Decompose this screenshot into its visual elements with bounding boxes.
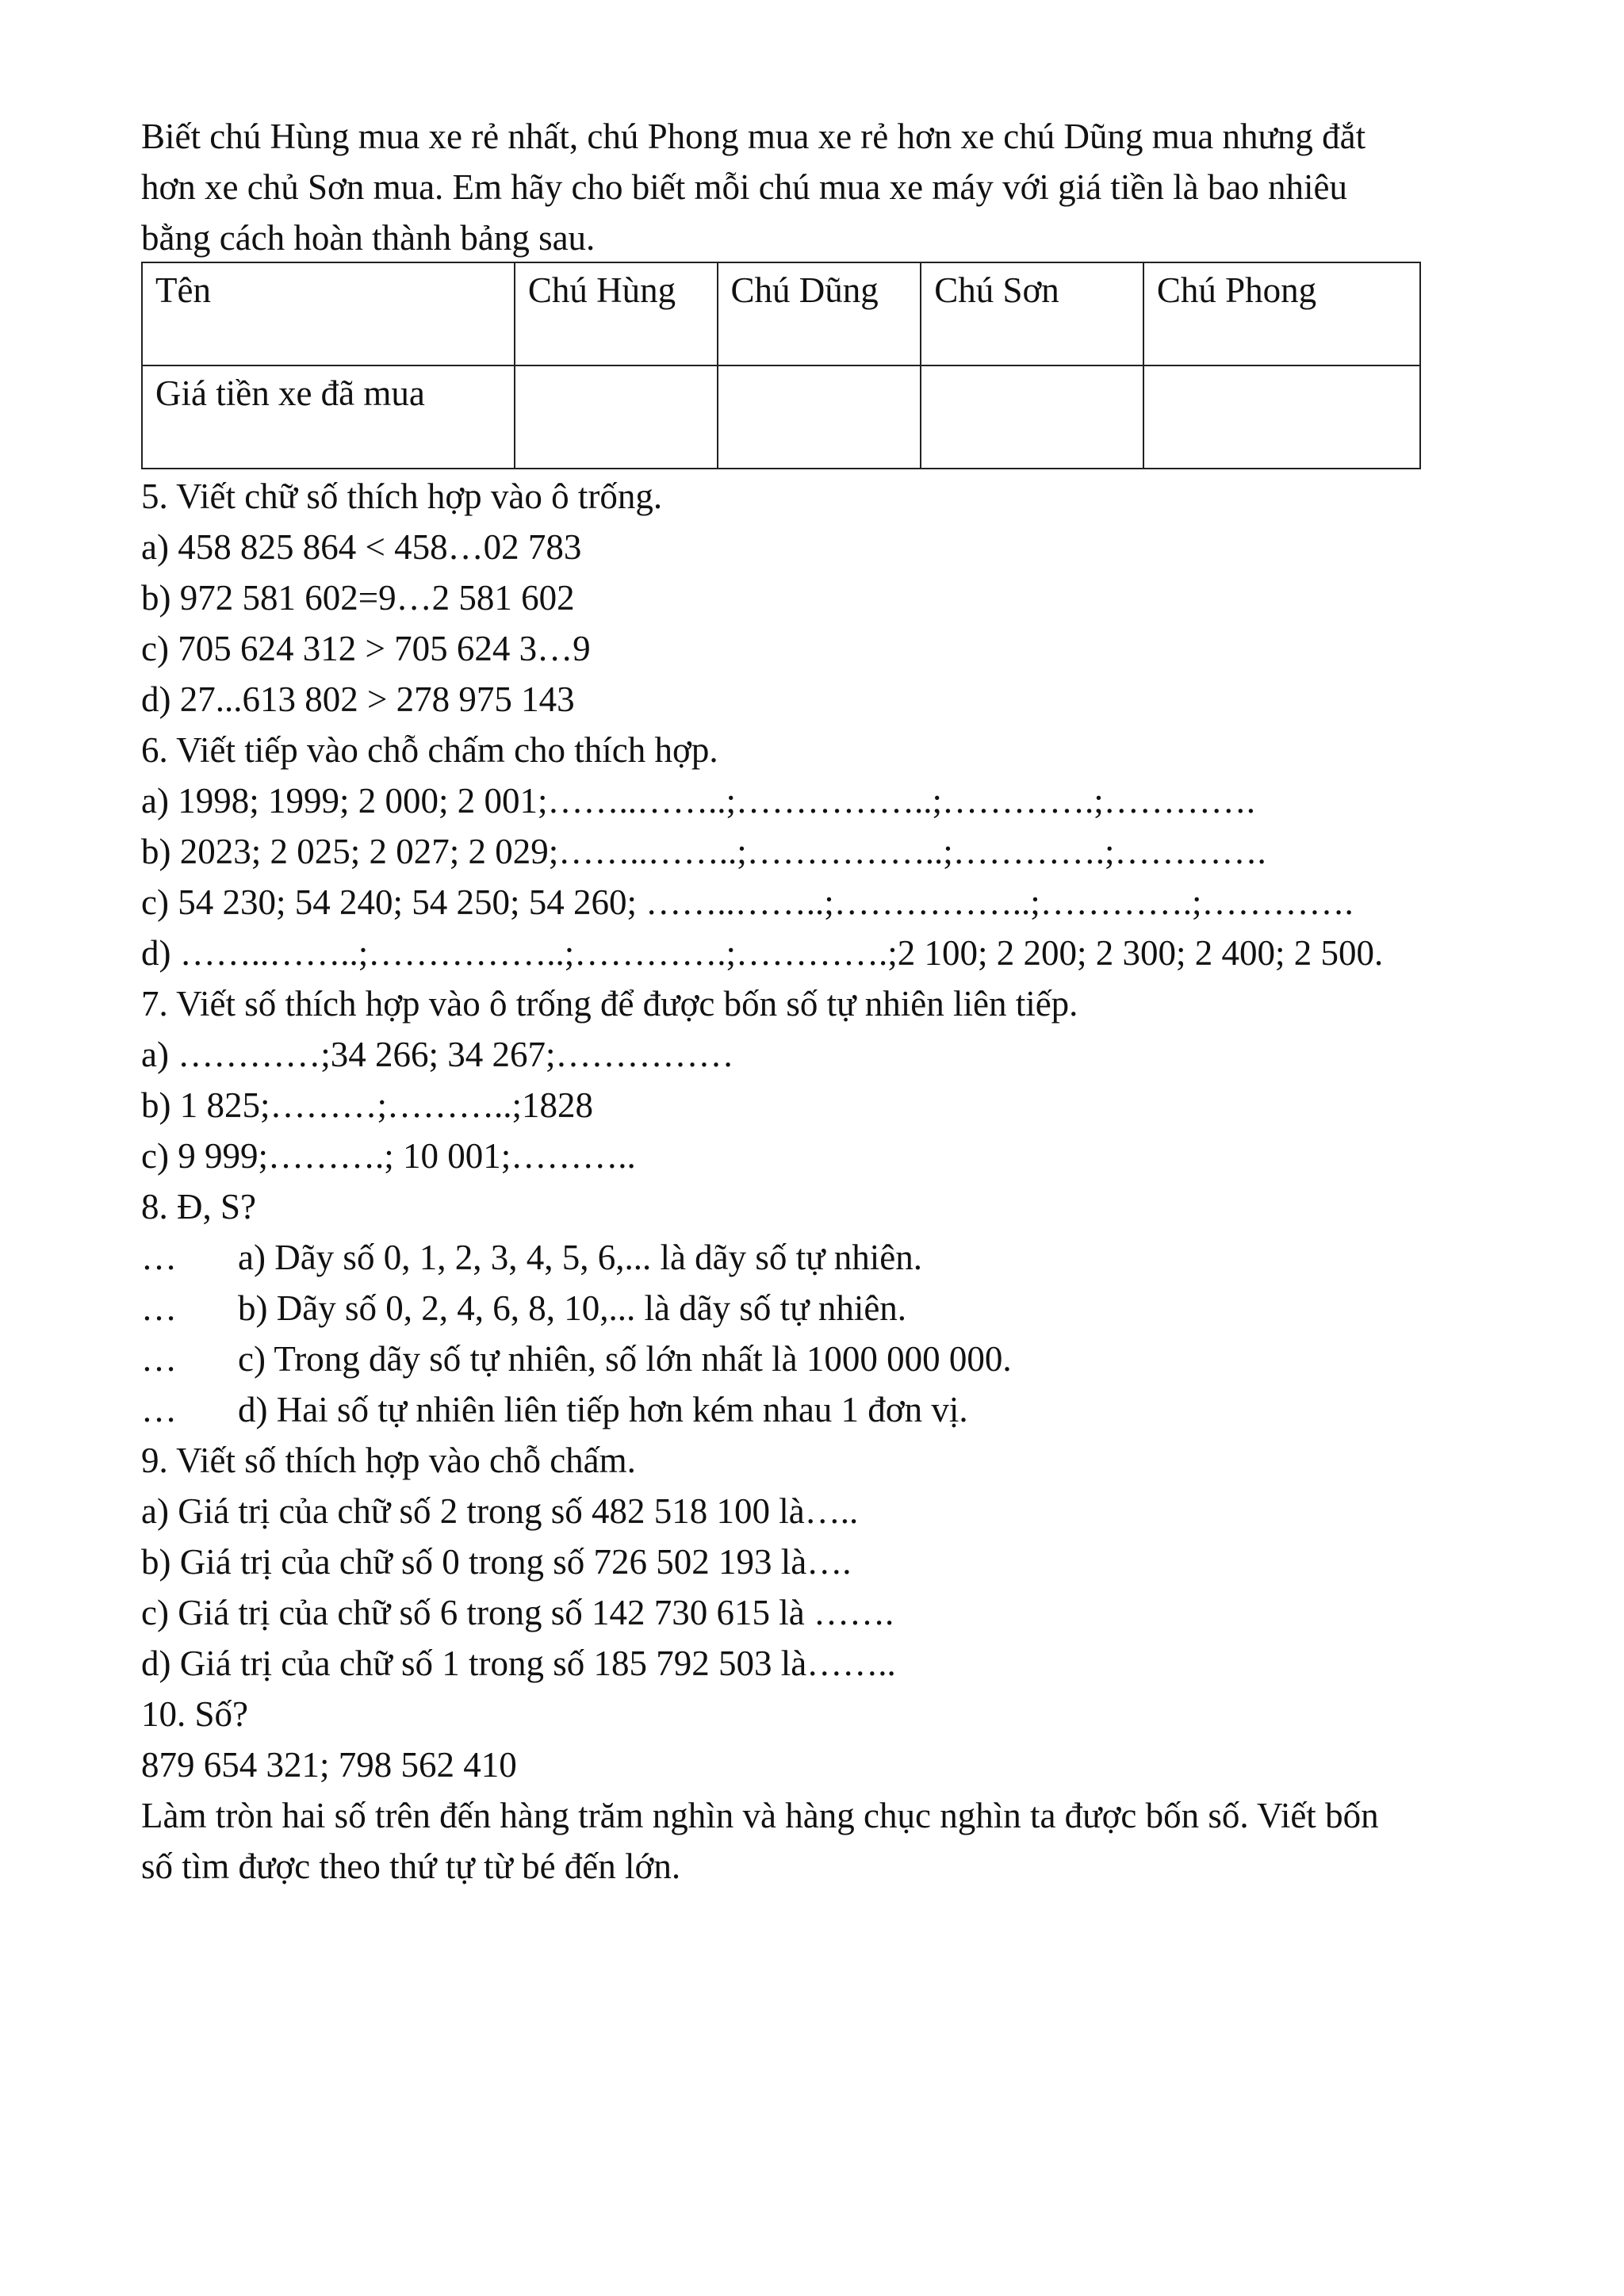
question-5	[141, 471, 1489, 725]
answer-blank[interactable]: …	[141, 1238, 177, 1277]
true-false-item	[141, 1283, 1489, 1334]
question-item: c) 9 999;……….; 10 001;………..	[141, 1136, 636, 1176]
table-header-row	[142, 262, 1420, 365]
table-price-row	[142, 365, 1420, 469]
question-title: 5. Viết chữ số thích hợp vào ô trống.	[141, 476, 663, 516]
intro-line: Biết chú Hùng mua xe rẻ nhất, chú Phong mua xe rẻ hơn xe chú Dũng mua nhưng đắt	[141, 117, 1366, 156]
answer-blank[interactable]: …	[141, 1390, 177, 1429]
question-title: 9. Viết số thích hợp vào chỗ chấm.	[141, 1441, 636, 1480]
question-item: d) 27...613 802 > 278 975 143	[141, 679, 575, 719]
question-title: 10. Số?	[141, 1694, 248, 1734]
question-item: b) 972 581 602=9…2 581 602	[141, 578, 575, 618]
answer-blank[interactable]: …	[141, 1339, 177, 1379]
question-numbers: 879 654 321; 798 562 410	[141, 1745, 517, 1785]
statement-text: c) Trong dãy số tự nhiên, số lớn nhất là 1000 000 000.	[238, 1339, 1012, 1379]
table-cell-son: Chú Sơn	[921, 262, 1143, 365]
true-false-item	[141, 1334, 1489, 1384]
statement-text: d) Hai số tự nhiên liên tiếp hơn kém nhau 1 đơn vị.	[238, 1390, 968, 1429]
question-6	[141, 725, 1489, 978]
worksheet-page	[141, 111, 1489, 1892]
question-text: số tìm được theo thứ tự từ bé đến lớn.	[141, 1846, 681, 1886]
table-cell-answer-son[interactable]	[921, 365, 1143, 469]
answer-blank[interactable]: …	[141, 1288, 177, 1328]
table-cell-answer-dung[interactable]	[718, 365, 921, 469]
true-false-item	[141, 1384, 1489, 1435]
question-title: 8. Đ, S?	[141, 1187, 256, 1226]
question-text: Làm tròn hai số trên đến hàng trăm nghìn và hàng chục nghìn ta được bốn số. Viết bốn	[141, 1796, 1379, 1835]
table-cell-price-label: Giá tiền xe đã mua	[142, 365, 515, 469]
statement-text: a) Dãy số 0, 1, 2, 3, 4, 5, 6,... là dãy số tự nhiên.	[238, 1238, 923, 1277]
question-title: 7. Viết số thích hợp vào ô trống để được bốn số tự nhiên liên tiếp.	[141, 984, 1078, 1024]
question-item: a) …………;34 266; 34 267;……………	[141, 1035, 734, 1074]
table-cell-answer-hung[interactable]	[515, 365, 718, 469]
table-cell-dung: Chú Dũng	[718, 262, 921, 365]
question-item: d) Giá trị của chữ số 1 trong số 185 792 503 là……..	[141, 1644, 896, 1683]
table-cell-answer-phong[interactable]	[1143, 365, 1420, 469]
intro-line: hơn xe chủ Sơn mua. Em hãy cho biết mỗi chú mua xe máy với giá tiền là bao nhiêu	[141, 167, 1348, 207]
question-item: a) 1998; 1999; 2 000; 2 001;……..……..;……………..;………….;………….	[141, 781, 1255, 821]
question-8	[141, 1181, 1489, 1435]
question-4-intro	[141, 111, 1489, 263]
table-cell-hung: Chú Hùng	[515, 262, 718, 365]
question-item: c) 705 624 312 > 705 624 3…9	[141, 629, 591, 668]
question-item: d) ……..……..;……………..;………….;………….;2 100; 2 200; 2 300; 2 400; 2 500.	[141, 933, 1384, 973]
table-cell-phong: Chú Phong	[1143, 262, 1420, 365]
statement-text: b) Dãy số 0, 2, 4, 6, 8, 10,... là dãy số tự nhiên.	[238, 1288, 907, 1328]
true-false-item	[141, 1232, 1489, 1283]
question-title: 6. Viết tiếp vào chỗ chấm cho thích hợp.	[141, 730, 718, 770]
question-item: a) 458 825 864 < 458…02 783	[141, 527, 582, 567]
question-item: b) Giá trị của chữ số 0 trong số 726 502 193 là….	[141, 1542, 852, 1582]
question-item: c) Giá trị của chữ số 6 trong số 142 730 615 là …….	[141, 1593, 894, 1632]
question-item: c) 54 230; 54 240; 54 250; 54 260; ……..……..;……………..;………….;………….	[141, 882, 1354, 922]
question-item: b) 2023; 2 025; 2 027; 2 029;……..……..;……………..;………….;………….	[141, 832, 1266, 871]
question-10	[141, 1689, 1489, 1892]
question-item: b) 1 825;………;………..;1828	[141, 1085, 593, 1125]
question-9	[141, 1435, 1489, 1689]
intro-line: bằng cách hoàn thành bảng sau.	[141, 218, 596, 258]
question-item: a) Giá trị của chữ số 2 trong số 482 518 100 là…..	[141, 1491, 859, 1531]
table-cell-name-header: Tên	[142, 262, 515, 365]
question-7	[141, 978, 1489, 1181]
price-table	[141, 262, 1421, 469]
